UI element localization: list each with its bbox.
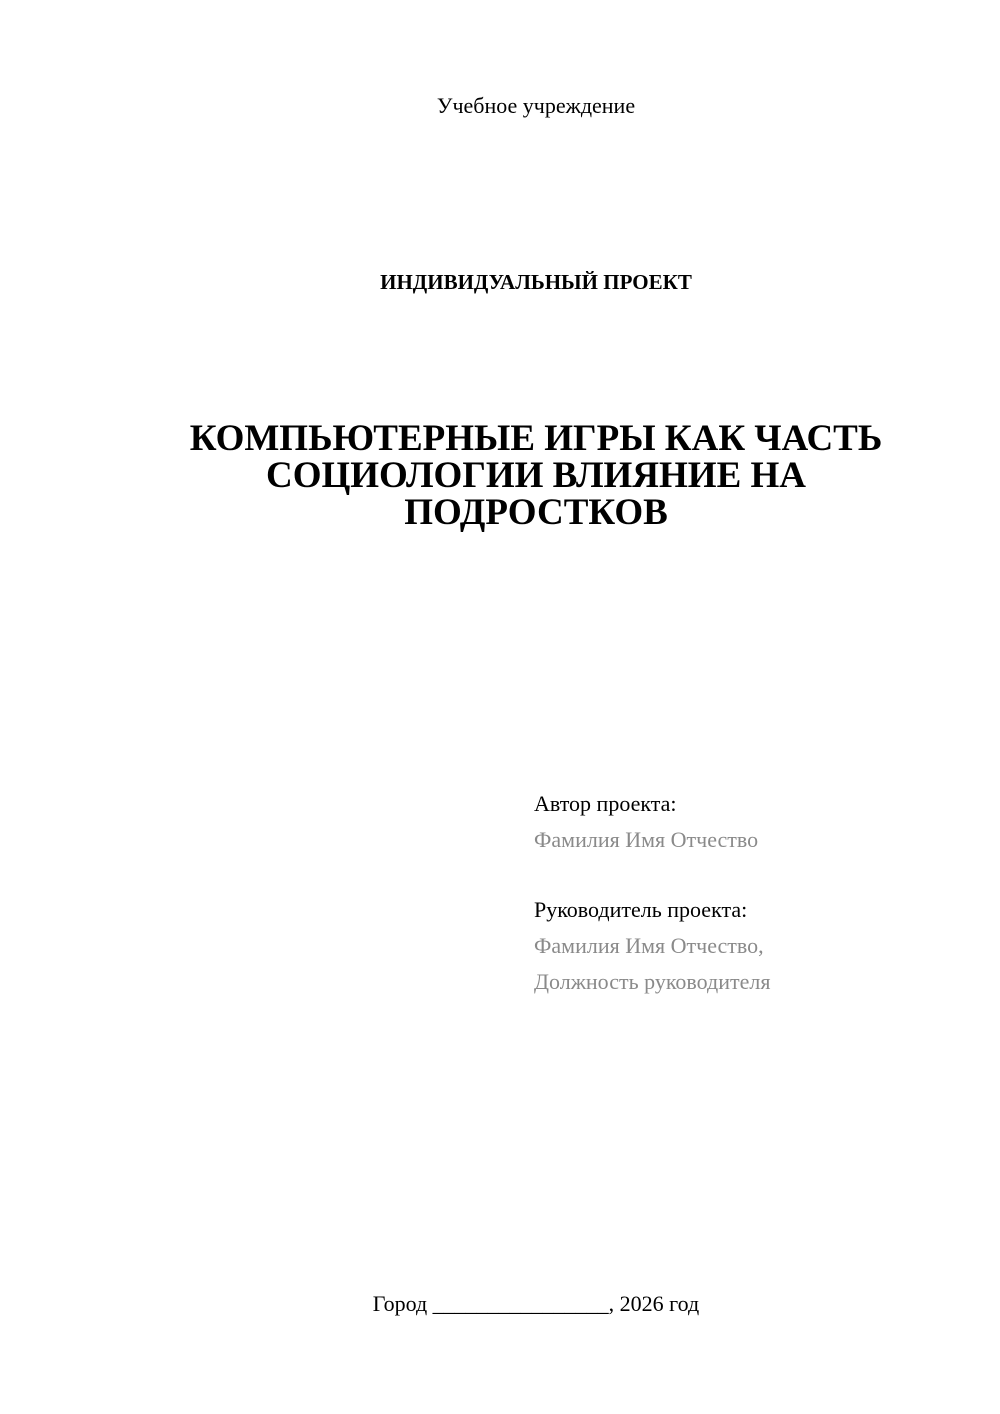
document-type: ИНДИВИДУАЛЬНЫЙ ПРОЕКТ xyxy=(380,270,692,294)
city-blank: ________________ xyxy=(432,1291,609,1316)
year-text: , 2026 год xyxy=(608,1291,700,1316)
supervisor-label: Руководитель проекта: xyxy=(534,897,748,922)
project-title-line: КОМПЬЮТЕРНЫЕ ИГРЫ КАК ЧАСТЬ xyxy=(189,418,883,459)
project-title-line: СОЦИОЛОГИИ ВЛИЯНИЕ НА xyxy=(265,455,807,496)
project-title-line: ПОДРОСТКОВ xyxy=(404,492,668,533)
spacer xyxy=(534,858,954,892)
project-title xyxy=(150,420,922,531)
supervisor-name: Фамилия Имя Отчество, xyxy=(534,933,764,958)
city-label: Город xyxy=(372,1291,428,1316)
credits-block xyxy=(534,786,954,1000)
supervisor-position: Должность руководителя xyxy=(534,969,771,994)
author-label: Автор проекта: xyxy=(534,791,677,816)
institution-name: Учебное учреждение xyxy=(436,93,636,118)
city-year-line xyxy=(0,1290,1000,1318)
author-name: Фамилия Имя Отчество xyxy=(534,827,759,852)
